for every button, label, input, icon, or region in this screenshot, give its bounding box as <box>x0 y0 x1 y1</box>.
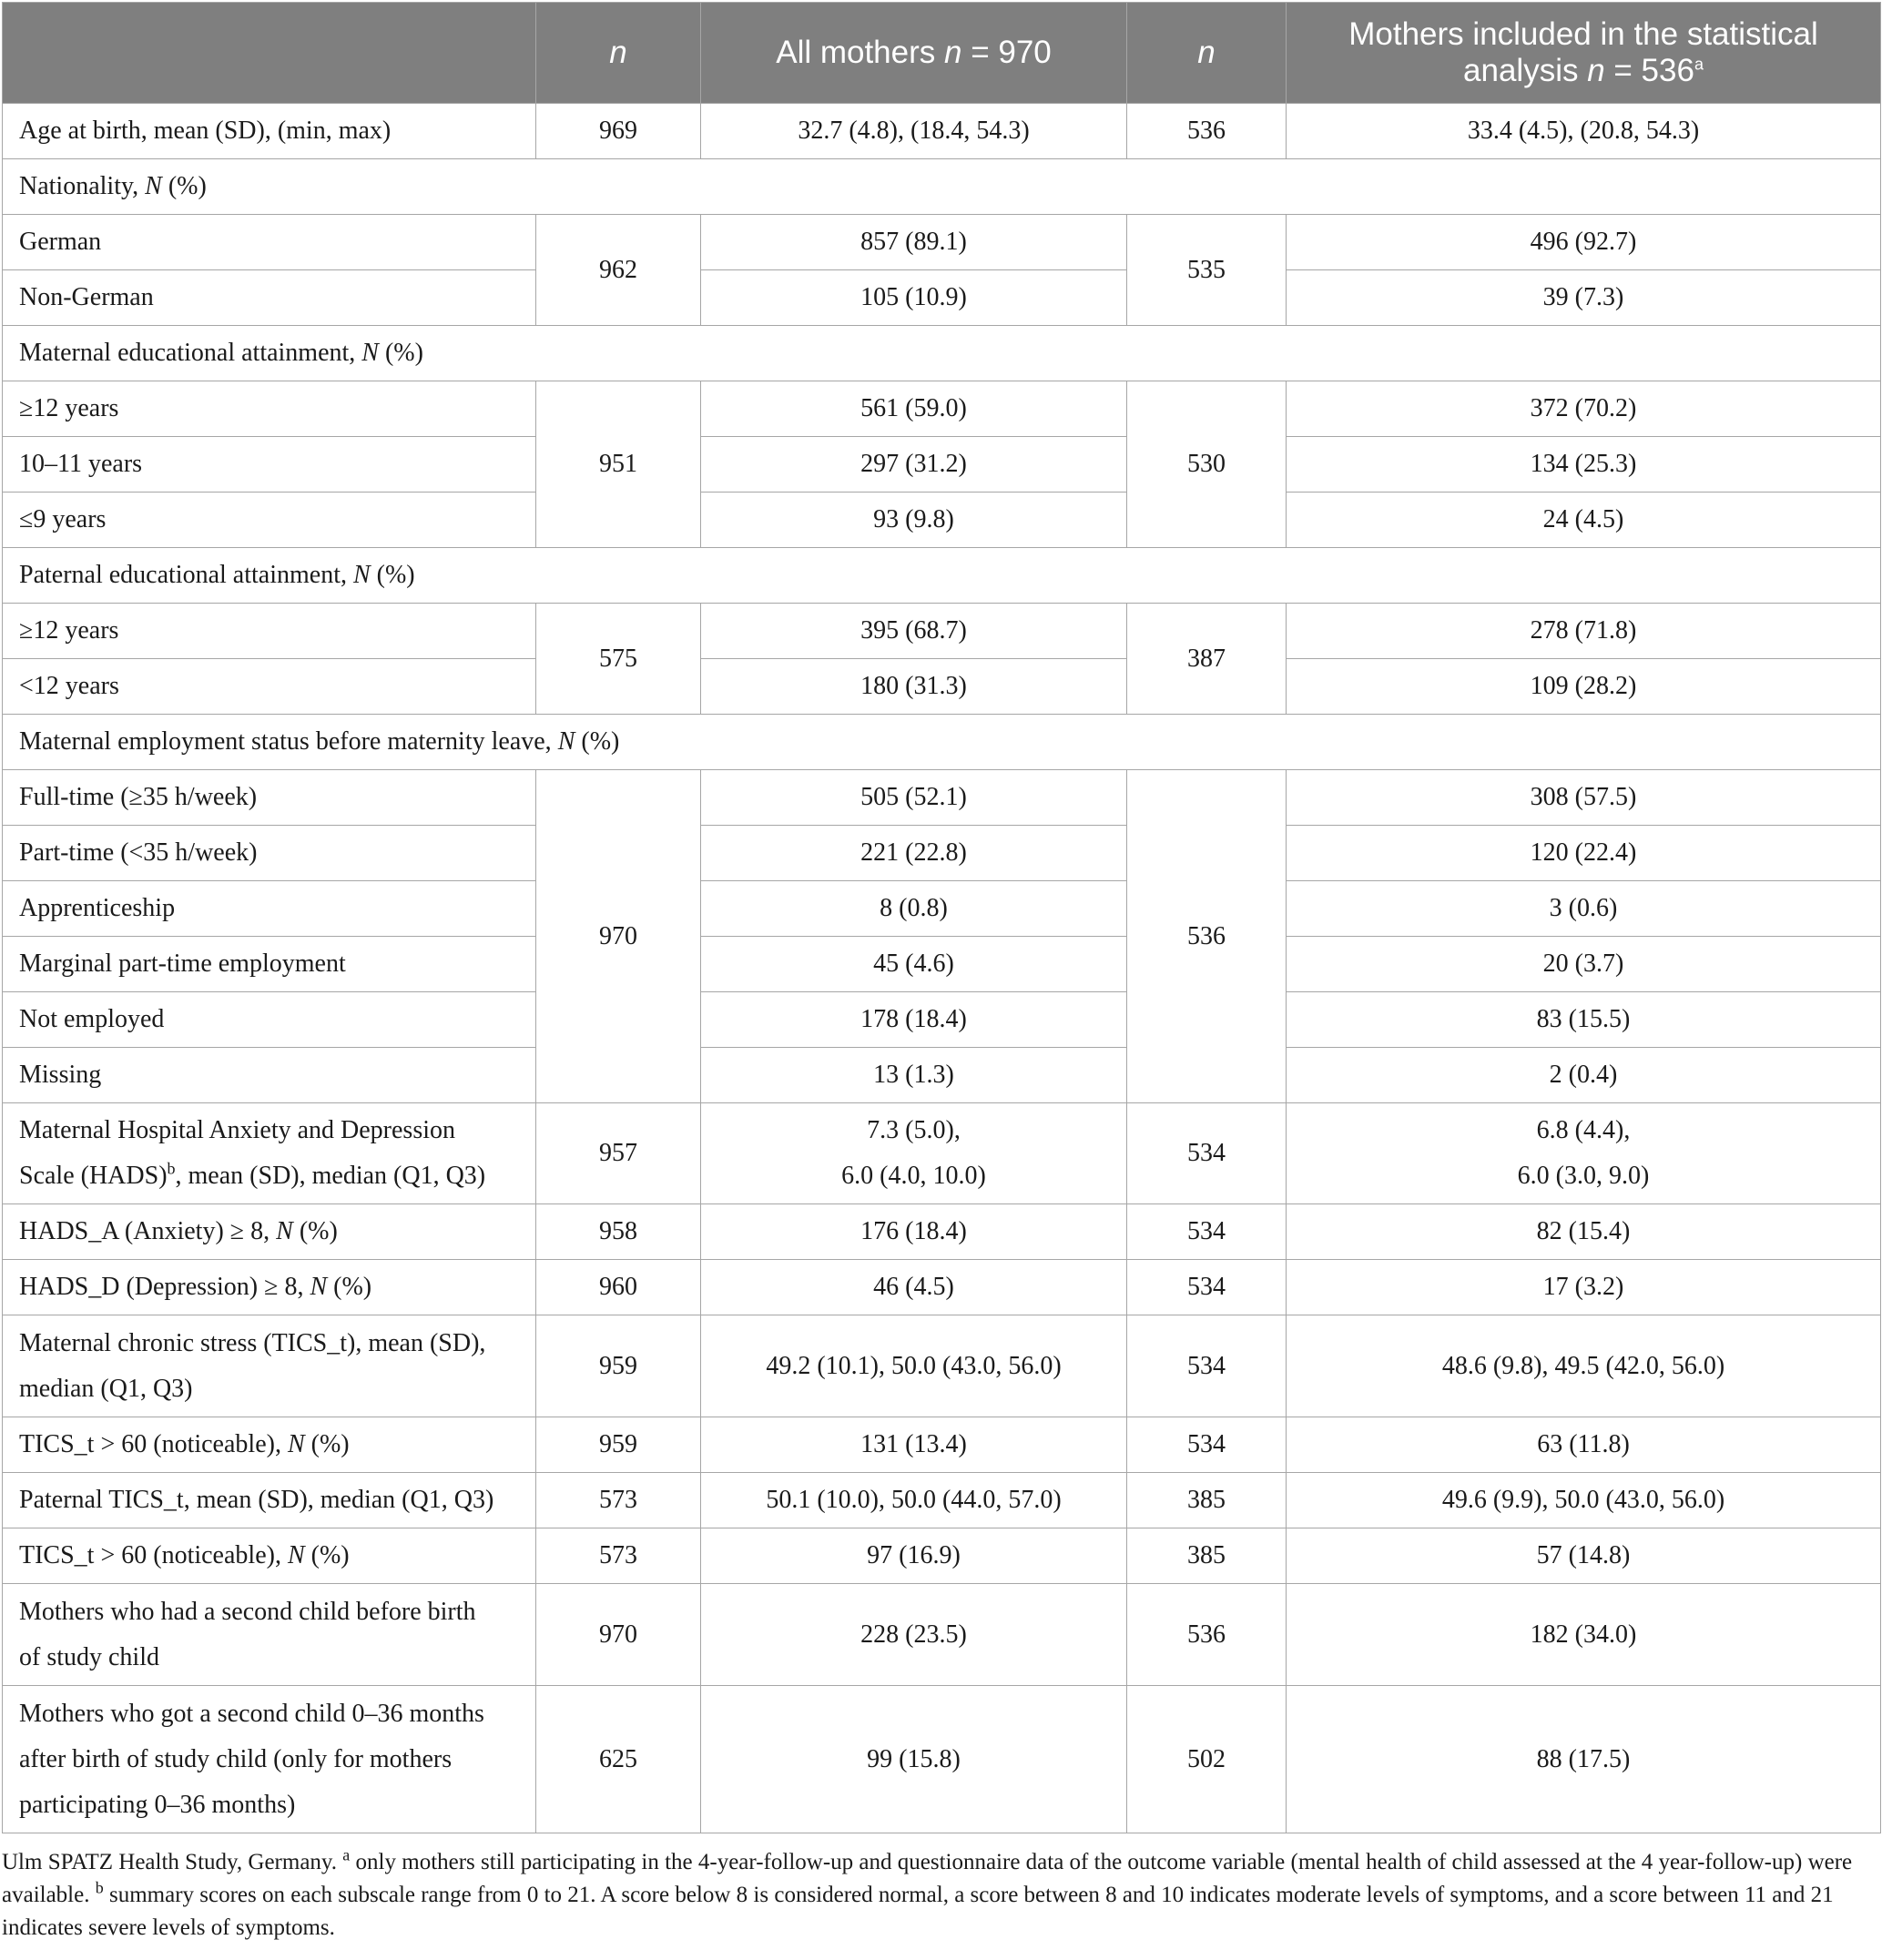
row-label: Full-time (≥35 h/week) <box>3 770 536 826</box>
row-label: Part-time (<35 h/week) <box>3 826 536 881</box>
table-row <box>3 381 1881 437</box>
cell-n-all: 573 <box>536 1528 701 1584</box>
cell-included: 57 (14.8) <box>1287 1528 1881 1584</box>
row-label: Maternal chronic stress (TICS_t), mean (SD), median (Q1, Q3) <box>3 1315 536 1417</box>
row-label: Missing <box>3 1048 536 1103</box>
cell-n-all: 959 <box>536 1315 701 1417</box>
cell-all-mothers: 561 (59.0) <box>701 381 1127 437</box>
cell-n-all: 969 <box>536 104 701 159</box>
cell-all-mothers: 7.3 (5.0), 6.0 (4.0, 10.0) <box>701 1103 1127 1204</box>
row-label: 10–11 years <box>3 437 536 493</box>
cell-included: 33.4 (4.5), (20.8, 54.3) <box>1287 104 1881 159</box>
cell-all-mothers: 45 (4.6) <box>701 937 1127 992</box>
table-row <box>3 104 1881 159</box>
table-row <box>3 493 1881 548</box>
cell-included: 82 (15.4) <box>1287 1204 1881 1260</box>
cell-n-all: 951 <box>536 381 701 548</box>
cell-n-included: 536 <box>1127 104 1287 159</box>
header-n-all: n <box>536 3 701 104</box>
cell-included: 308 (57.5) <box>1287 770 1881 826</box>
section-row <box>3 715 1881 770</box>
cell-all-mothers: 46 (4.5) <box>701 1260 1127 1315</box>
cell-all-mothers: 8 (0.8) <box>701 881 1127 937</box>
row-label: Mothers who got a second child 0–36 months after birth of study child (only for mothers participating 0–36 months) <box>3 1686 536 1833</box>
row-label: Maternal Hospital Anxiety and Depression Scale (HADS)$^b$, mean (SD), median (Q1, Q3) <box>3 1103 536 1204</box>
cell-included: 17 (3.2) <box>1287 1260 1881 1315</box>
cell-n-included: 534 <box>1127 1417 1287 1473</box>
table-row <box>3 1204 1881 1260</box>
cell-n-all: 958 <box>536 1204 701 1260</box>
cell-n-included: 534 <box>1127 1103 1287 1204</box>
table-row <box>3 1315 1881 1417</box>
cell-all-mothers: 228 (23.5) <box>701 1584 1127 1686</box>
cell-n-included: 530 <box>1127 381 1287 548</box>
cell-n-included: 536 <box>1127 1584 1287 1686</box>
cell-n-included: 387 <box>1127 604 1287 715</box>
cell-included: 20 (3.7) <box>1287 937 1881 992</box>
cell-n-included: 534 <box>1127 1204 1287 1260</box>
section-label: Paternal educational attainment, N (%) <box>3 548 1881 604</box>
row-label: ≥12 years <box>3 604 536 659</box>
cell-n-included: 535 <box>1127 215 1287 326</box>
cell-included: 182 (34.0) <box>1287 1584 1881 1686</box>
row-label: Paternal TICS_t, mean (SD), median (Q1, Q3) <box>3 1473 536 1528</box>
cell-n-included: 536 <box>1127 770 1287 1103</box>
cell-all-mothers: 176 (18.4) <box>701 1204 1127 1260</box>
row-label: HADS_D (Depression) ≥ 8, N (%) <box>3 1260 536 1315</box>
row-label: Mothers who had a second child before birth of study child <box>3 1584 536 1686</box>
cell-included: 120 (22.4) <box>1287 826 1881 881</box>
table-row <box>3 659 1881 715</box>
cell-all-mothers: 178 (18.4) <box>701 992 1127 1048</box>
row-label: Age at birth, mean (SD), (min, max) <box>3 104 536 159</box>
cell-n-all: 625 <box>536 1686 701 1833</box>
cell-n-all: 970 <box>536 1584 701 1686</box>
cell-all-mothers: 105 (10.9) <box>701 270 1127 326</box>
table-row <box>3 215 1881 270</box>
row-label: Not employed <box>3 992 536 1048</box>
cell-included: 39 (7.3) <box>1287 270 1881 326</box>
row-label: Non-German <box>3 270 536 326</box>
cell-included: 88 (17.5) <box>1287 1686 1881 1833</box>
table-row <box>3 604 1881 659</box>
header-included-mothers: Mothers included in the statistical analysis $n = 536^a$ <box>1287 3 1881 104</box>
row-label: German <box>3 215 536 270</box>
row-label: TICS_t > 60 (noticeable), N (%) <box>3 1417 536 1473</box>
table-row <box>3 1686 1881 1833</box>
cell-included: 278 (71.8) <box>1287 604 1881 659</box>
cell-n-all: 962 <box>536 215 701 326</box>
table-row <box>3 1260 1881 1315</box>
cell-all-mothers: 49.2 (10.1), 50.0 (43.0, 56.0) <box>701 1315 1127 1417</box>
cell-included: 48.6 (9.8), 49.5 (42.0, 56.0) <box>1287 1315 1881 1417</box>
section-row <box>3 159 1881 215</box>
row-label: HADS_A (Anxiety) ≥ 8, N (%) <box>3 1204 536 1260</box>
table-row <box>3 1103 1881 1204</box>
row-label: Marginal part-time employment <box>3 937 536 992</box>
cell-all-mothers: 32.7 (4.8), (18.4, 54.3) <box>701 104 1127 159</box>
cell-n-included: 534 <box>1127 1260 1287 1315</box>
cell-n-all: 573 <box>536 1473 701 1528</box>
cell-included: 109 (28.2) <box>1287 659 1881 715</box>
table-row <box>3 270 1881 326</box>
header-label-column <box>3 3 536 104</box>
cell-all-mothers: 180 (31.3) <box>701 659 1127 715</box>
cell-all-mothers: 99 (15.8) <box>701 1686 1127 1833</box>
table-row <box>3 1584 1881 1686</box>
header-all-mothers: All mothers n = 970 <box>701 3 1127 104</box>
cell-n-included: 502 <box>1127 1686 1287 1833</box>
cell-n-all: 959 <box>536 1417 701 1473</box>
table-row <box>3 1528 1881 1584</box>
table-header-row <box>3 3 1881 104</box>
cell-n-all: 575 <box>536 604 701 715</box>
cell-n-all: 957 <box>536 1103 701 1204</box>
row-label: TICS_t > 60 (noticeable), N (%) <box>3 1528 536 1584</box>
cell-all-mothers: 50.1 (10.0), 50.0 (44.0, 57.0) <box>701 1473 1127 1528</box>
cell-all-mothers: 97 (16.9) <box>701 1528 1127 1584</box>
table-row <box>3 826 1881 881</box>
cell-all-mothers: 13 (1.3) <box>701 1048 1127 1103</box>
cell-included: 3 (0.6) <box>1287 881 1881 937</box>
cell-all-mothers: 93 (9.8) <box>701 493 1127 548</box>
section-row <box>3 548 1881 604</box>
cell-all-mothers: 857 (89.1) <box>701 215 1127 270</box>
demographics-table <box>2 2 1881 1833</box>
table-row <box>3 1417 1881 1473</box>
cell-included: 496 (92.7) <box>1287 215 1881 270</box>
cell-n-all: 960 <box>536 1260 701 1315</box>
cell-included: 372 (70.2) <box>1287 381 1881 437</box>
cell-included: 2 (0.4) <box>1287 1048 1881 1103</box>
table-row <box>3 770 1881 826</box>
cell-n-included: 534 <box>1127 1315 1287 1417</box>
table-row <box>3 937 1881 992</box>
table-row <box>3 1048 1881 1103</box>
section-row <box>3 326 1881 381</box>
row-label: <12 years <box>3 659 536 715</box>
cell-included: 134 (25.3) <box>1287 437 1881 493</box>
cell-included: 49.6 (9.9), 50.0 (43.0, 56.0) <box>1287 1473 1881 1528</box>
row-label: ≤9 years <box>3 493 536 548</box>
row-label: Apprenticeship <box>3 881 536 937</box>
cell-all-mothers: 221 (22.8) <box>701 826 1127 881</box>
header-n-included: n <box>1127 3 1287 104</box>
section-label: Maternal educational attainment, N (%) <box>3 326 1881 381</box>
table-footnote: Ulm SPATZ Health Study, Germany. $^a$ only mothers still participating in the 4-year-follow-up and questionnaire data of the outcome variable (mental health of child assessed at the 4 year-follow-up) were available. $^b$ summary scores on each subscale range from 0 to 21. A score below 8 is considered normal, a score between 8 and 10 indicates moderate levels of symptoms, and a score between 11 and 21 indicates severe levels of symptoms. <box>2 1845 1853 1940</box>
cell-all-mothers: 131 (13.4) <box>701 1417 1127 1473</box>
cell-all-mothers: 505 (52.1) <box>701 770 1127 826</box>
table-row <box>3 1473 1881 1528</box>
section-label: Nationality, N (%) <box>3 159 1881 215</box>
section-label: Maternal employment status before maternity leave, N (%) <box>3 715 1881 770</box>
cell-included: 63 (11.8) <box>1287 1417 1881 1473</box>
cell-n-included: 385 <box>1127 1473 1287 1528</box>
cell-all-mothers: 395 (68.7) <box>701 604 1127 659</box>
cell-n-included: 385 <box>1127 1528 1287 1584</box>
cell-included: 6.8 (4.4), 6.0 (3.0, 9.0) <box>1287 1103 1881 1204</box>
cell-included: 24 (4.5) <box>1287 493 1881 548</box>
cell-all-mothers: 297 (31.2) <box>701 437 1127 493</box>
row-label: ≥12 years <box>3 381 536 437</box>
cell-n-all: 970 <box>536 770 701 1103</box>
table-row <box>3 992 1881 1048</box>
cell-included: 83 (15.5) <box>1287 992 1881 1048</box>
table-row <box>3 437 1881 493</box>
table-row <box>3 881 1881 937</box>
